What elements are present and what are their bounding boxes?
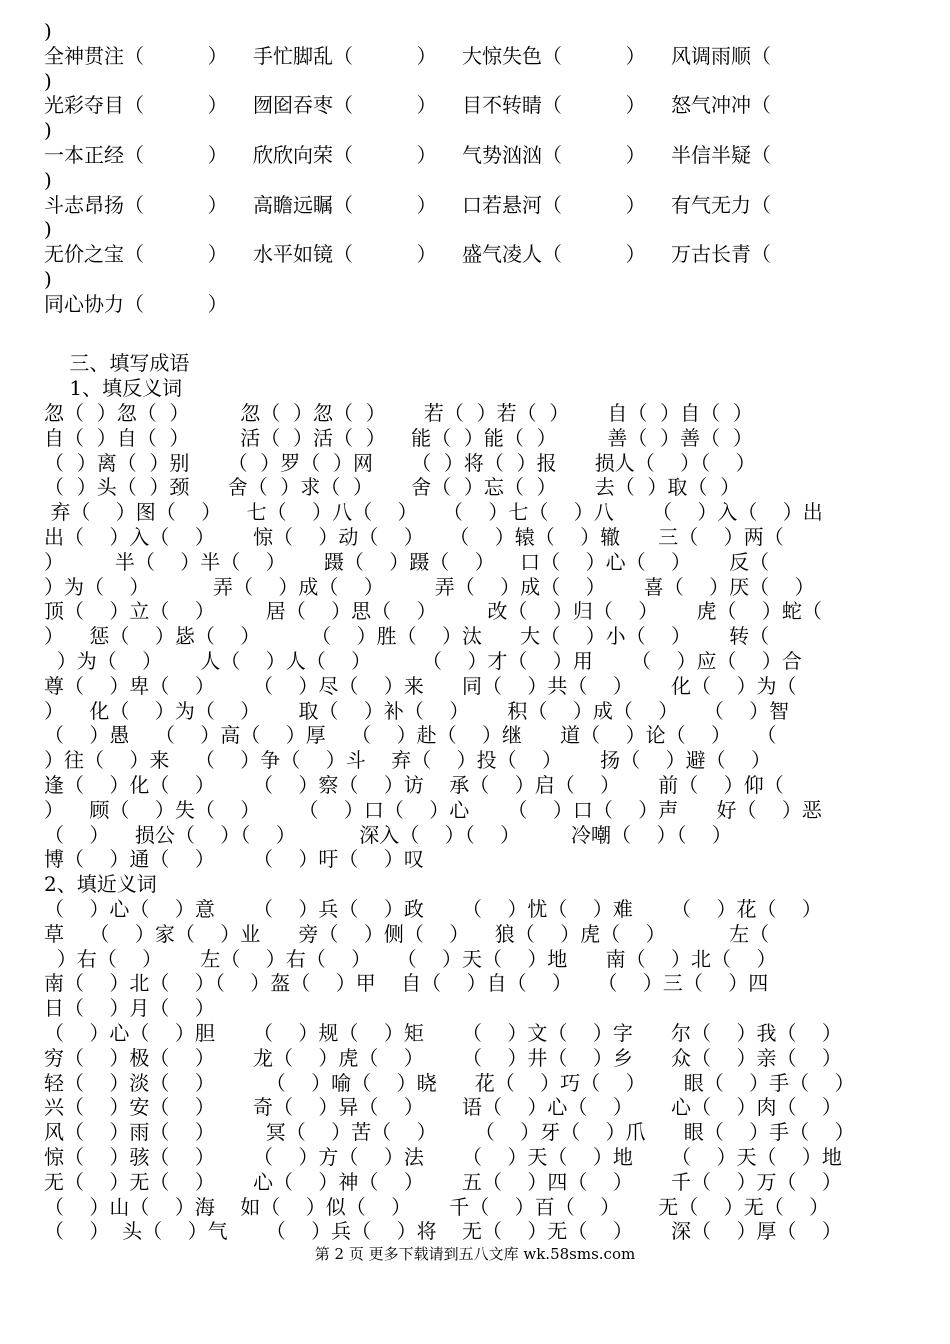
- text-line: 自（ ）自（ ） 活（ ）活（ ） 能（ ）能（ ） 善（ ）善（ ）: [44, 426, 753, 450]
- text-line: 忽（ ）忽（ ） 忽（ ）忽（ ） 若（ ）若（ ） 自（ ）自（ ）: [44, 401, 753, 425]
- text-line: ）右（ ） 左（ ）右（ ） （ ）天（ ）地 南（ ）北（ ）: [44, 947, 777, 971]
- text-line: 逢（ ）化（ ） （ ）察（ ）访 承（ ）启（ ） 前（ ）仰（: [44, 773, 784, 797]
- text-line: 草 （ ）家（ ）业 旁（ ）侧（ ） 狼（ ）虎（ ） 左（: [44, 922, 770, 946]
- subsection-heading: 1、填反义词: [44, 376, 183, 400]
- text-line: 日（ ）月（ ）: [44, 996, 215, 1020]
- text-line: 轻（ ）淡（ ） （ ）喻（ ）晓 花（ ）巧（ ） 眼（ ）手（ ）: [44, 1071, 855, 1095]
- text-line: 博（ ）通（ ） （ ）吁（ ）叹: [44, 847, 424, 871]
- text-line: 无（ ）无（ ） 心（ ）神（ ） 五（ ）四（ ） 千（ ）万（ ）: [44, 1170, 842, 1194]
- text-line: （ ） 损公（ ）（ ） 深入（ ）（ ） 冷嘲（ ）（ ）: [44, 823, 732, 847]
- text-line: 同心协力（ ）: [44, 292, 228, 316]
- text-line: （ ）山（ ）海 如（ ）似（ ） 千（ ）百（ ） 无（ ）无（ ）: [44, 1195, 830, 1219]
- text-line: ） 半（ ）半（ ） 蹑（ ）蹑（ ） 口（ ）心（ ） 反（: [44, 550, 770, 574]
- text-line: ） 顾（ ）失（ ） （ ）口（ ）心 （ ）口（ ）声 好（ ）恶: [44, 798, 822, 822]
- text-line: 穷（ ）极（ ） 龙（ ）虎（ ） （ ）井（ ）乡 众（ ）亲（ ）: [44, 1046, 842, 1070]
- text-line: 顶（ ）立（ ） 居（ ）思（ ） 改（ ）归（ ） 虎（ ）蛇（: [44, 599, 822, 623]
- text-line: ）往（ ）来 （ ）争（ ）斗 弃（ ）投（ ） 扬（ ）避（ ）: [44, 748, 772, 772]
- page-footer: 第 2 页 更多下载请到五八文库 wk.58sms.com: [314, 1245, 636, 1263]
- text-line: （ ） 头（ ）气 （ ）兵（ ）将 无（ ）无（ ） 深（ ）厚（ ）: [44, 1219, 842, 1243]
- section-heading: 三、填写成语: [44, 351, 190, 375]
- text-line: 尊（ ）卑（ ） （ ）尽（ ）来 同（ ）共（ ） 化（ ）为（: [44, 674, 797, 698]
- text-line: 惊（ ）骇（ ） （ ）方（ ）法 （ ）天（ ）地 （ ）天（ ）地: [44, 1145, 842, 1169]
- text-line: 兴（ ）安（ ） 奇（ ）异（ ） 语（ ）心（ ） 心（ ）肉（ ）: [44, 1095, 842, 1119]
- text-line: [44, 317, 894, 342]
- text-line: ): [44, 69, 52, 93]
- text-line: ） 化（ ）为（ ） 取（ ）补（ ） 积（ ）成（ ） （ ）智: [44, 699, 790, 723]
- text-line: ）为（ ） 弄（ ）成（ ） 弄（ ）成（ ） 喜（ ）厌（ ）: [44, 575, 815, 599]
- text-line: （ ）愚 （ ）高（ ）厚 （ ）赴（ ）继 道（ ）论（ ） （: [44, 723, 777, 747]
- text-line: 弃（ ）图（ ） 七（ ）八（ ） （ ）七（ ）八 （ ）入（ ）出: [44, 500, 823, 524]
- text-line: ): [44, 267, 52, 291]
- text-line: （ ）心（ ）胆 （ ）规（ ）矩 （ ）文（ ）字 尔（ ）我（ ）: [44, 1021, 842, 1045]
- text-line: ): [44, 168, 52, 192]
- text-line: 风（ ）雨（ ） 冥（ ）苦（ ） （ ）牙（ ）爪 眼（ ）手（ ）: [44, 1120, 855, 1144]
- text-line: （ ）头（ ）颈 舍（ ）求（ ） 舍（ ）忘（ ） 去（ ）取（ ）: [44, 475, 741, 499]
- text-line: 全神贯注（ ） 手忙脚乱（ ） 大惊失色（ ） 风调雨顺（: [44, 44, 772, 68]
- text-line: ): [44, 19, 52, 43]
- text-line: ): [44, 217, 52, 241]
- text-line: ）为（ ） 人（ ）人（ ） （ ）才（ ）用 （ ）应（ ）合: [44, 649, 802, 673]
- text-line: 斗志昂扬（ ） 高瞻远瞩（ ） 口若悬河（ ） 有气无力（: [44, 193, 772, 217]
- text-line: （ ）心（ ）意 （ ）兵（ ）政 （ ）忧（ ）难 （ ）花（ ）: [44, 897, 822, 921]
- text-line: ): [44, 118, 52, 142]
- text-line: 一本正经（ ） 欣欣向荣（ ） 气势汹汹（ ） 半信半疑（: [44, 143, 772, 167]
- text-line: 南（ ）北（ ）（ ）盔（ ）甲 自（ ）自（ ） （ ）三（ ）四: [44, 971, 769, 995]
- subsection-heading: 2、填近义词: [44, 872, 157, 896]
- text-line: （ ）离（ ）别 （ ）罗（ ）网 （ ）将（ ）报 损人（ ）（ ）: [44, 451, 756, 475]
- text-line: 无价之宝（ ） 水平如镜（ ） 盛气凌人（ ） 万古长青（: [44, 242, 772, 266]
- text-line: 光彩夺目（ ） 囫囵吞枣（ ） 目不转睛（ ） 怒气冲冲（: [44, 93, 772, 117]
- text-line: 出（ ）入（ ） 惊（ ）动（ ） （ ）辕（ ）辙 三（ ）两（: [44, 525, 784, 549]
- text-line: ） 惩（ ）毖（ ） （ ）胜（ ）汰 大（ ）小（ ） 转（: [44, 624, 770, 648]
